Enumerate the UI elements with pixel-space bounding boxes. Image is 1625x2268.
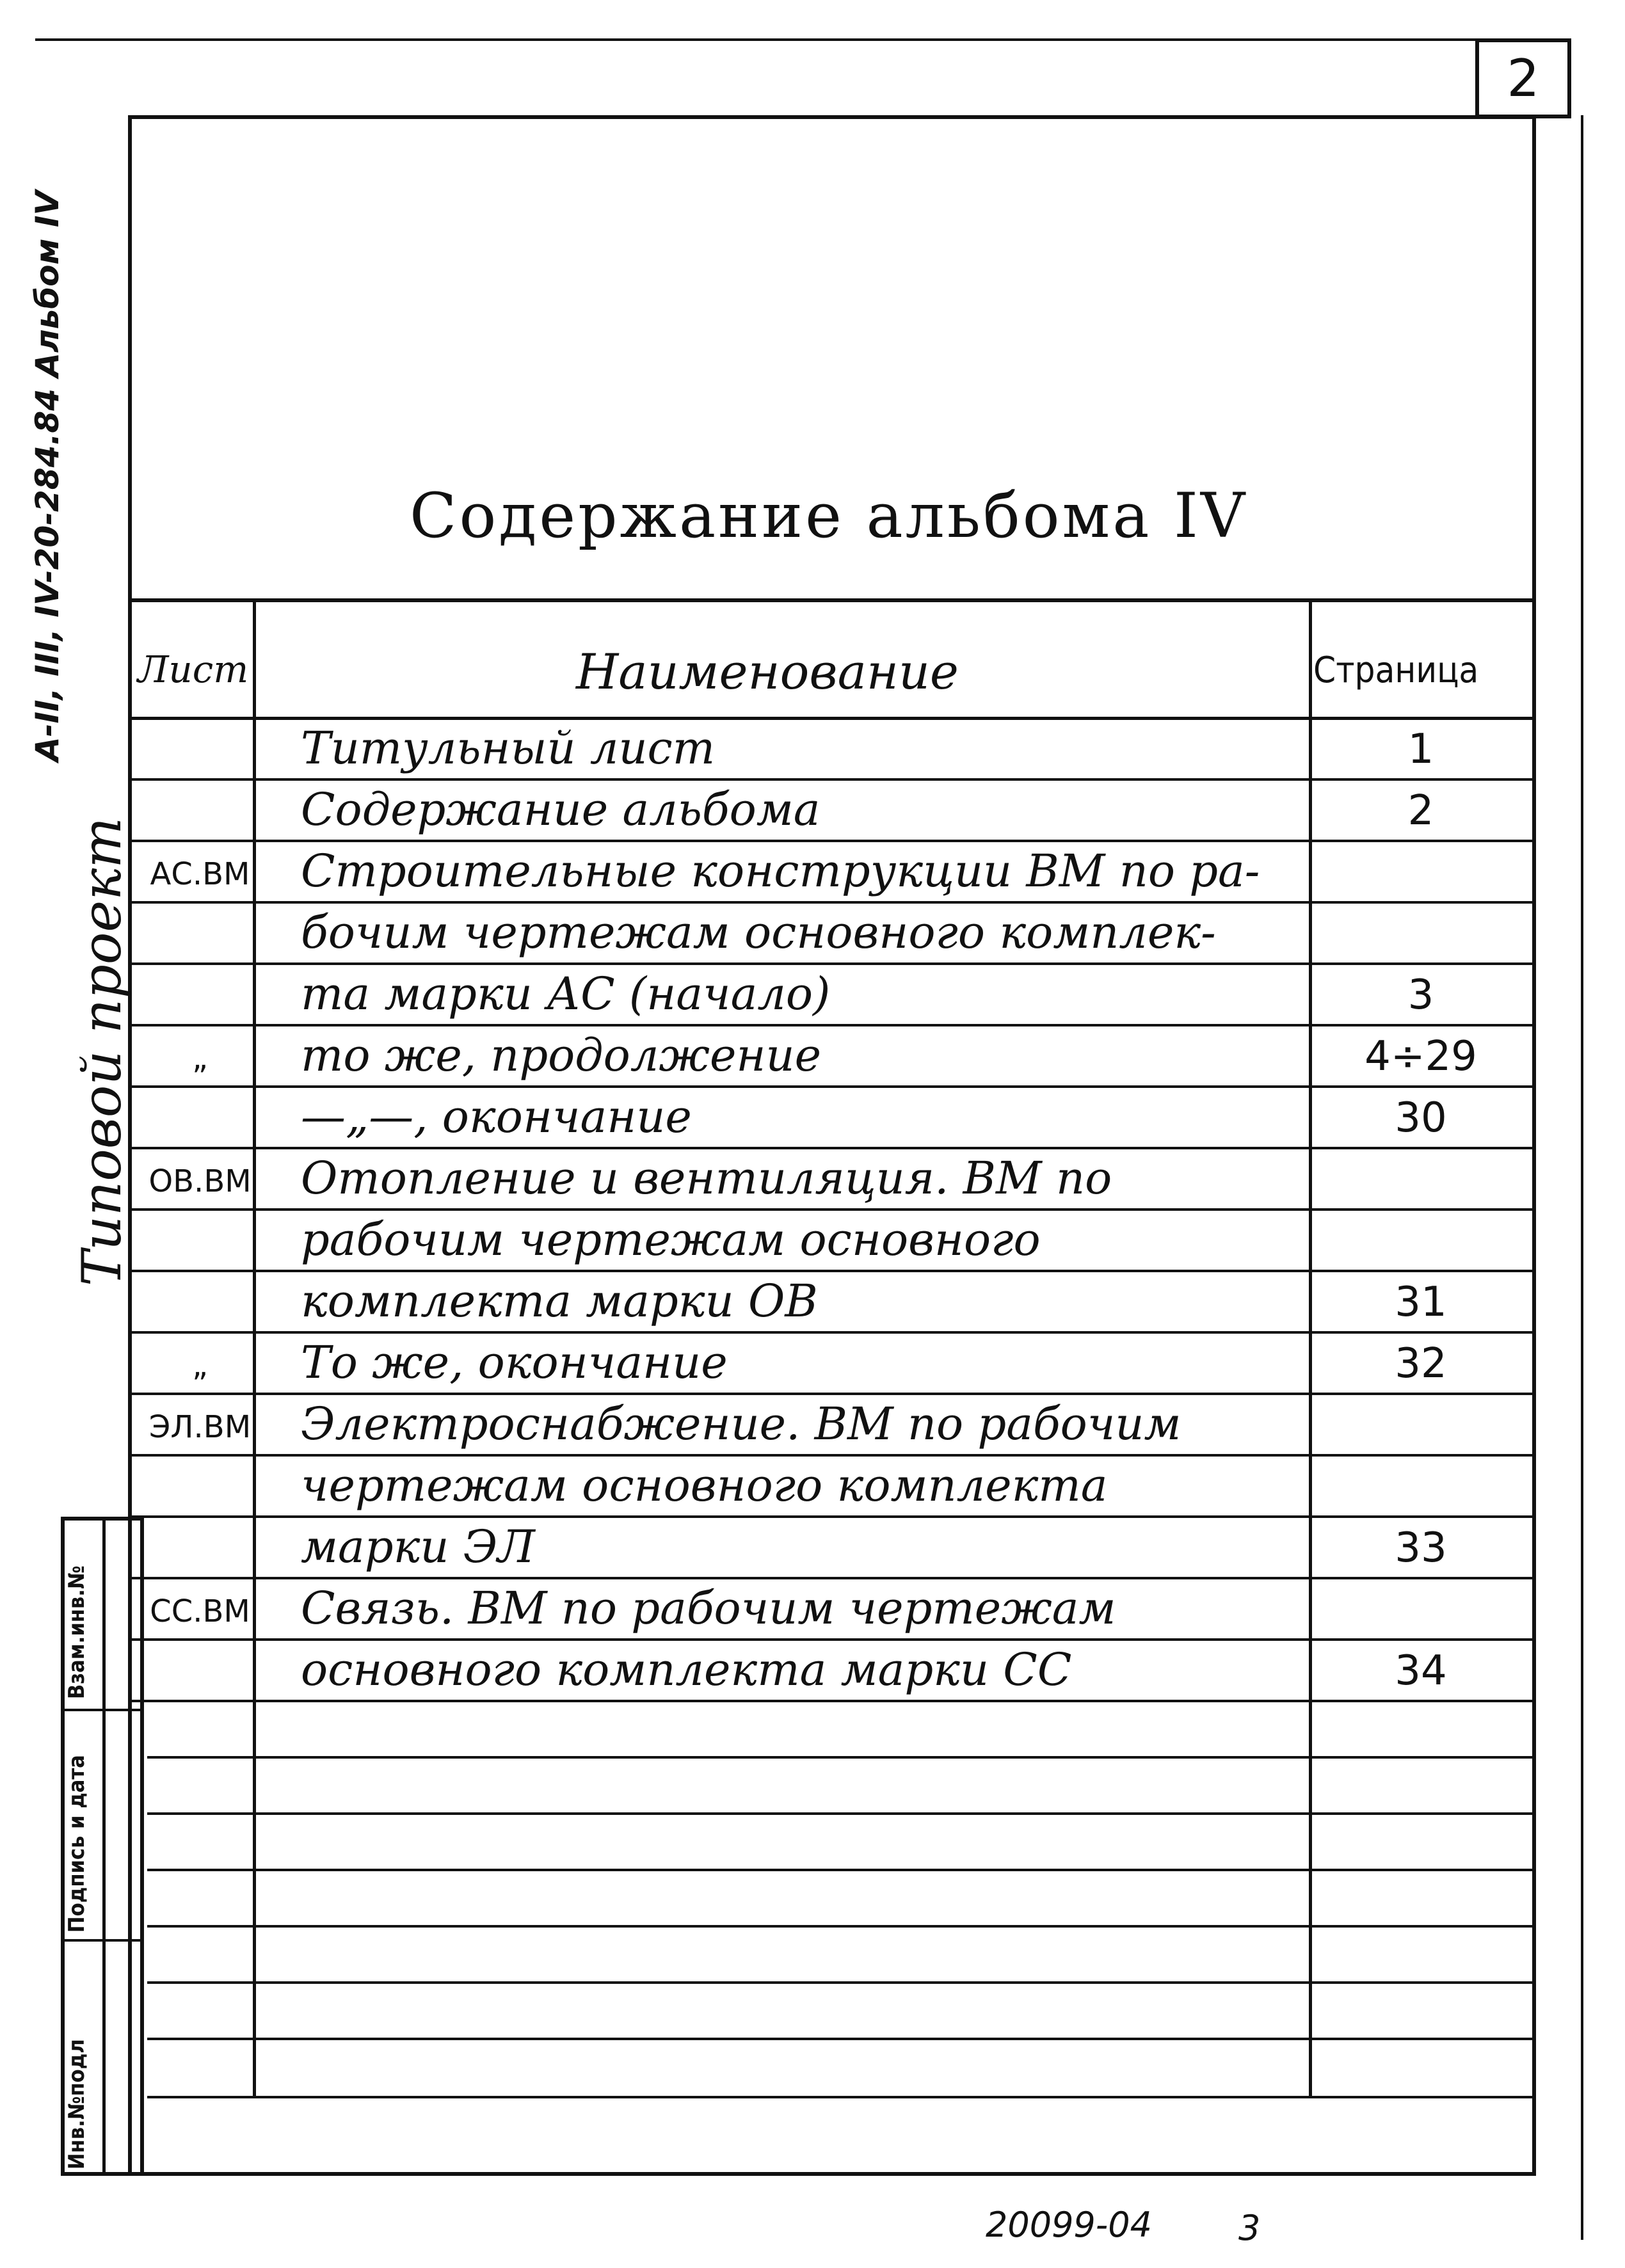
table-row-line <box>128 1393 1536 1395</box>
footer-sheet: 3 <box>1238 2208 1261 2248</box>
stamp-col-divider <box>102 1517 106 2176</box>
table-row-line <box>128 778 1536 781</box>
table-cell-page: 4÷29 <box>1365 1033 1477 1080</box>
stamp-inv-podl: Инв.№подл <box>64 2039 90 2169</box>
table-cell-page: 30 <box>1395 1094 1447 1142</box>
table-cell-name: бочим чертежам основного комплек- <box>301 906 1216 959</box>
table-row-line <box>128 1331 1536 1334</box>
table-cell-name: марки ЭЛ <box>301 1521 535 1573</box>
table-row-line <box>128 1515 1536 1518</box>
table-cell-name: Связь. ВМ по рабочим чертежам <box>301 1582 1116 1634</box>
table-cell-name: основного комплекта марки СС <box>301 1643 1072 1696</box>
table-cell-page: 2 <box>1407 787 1434 835</box>
table-cell-name: чертежам основного комплекта <box>301 1459 1108 1512</box>
table-row-line <box>128 1270 1536 1272</box>
table-cell-page: 31 <box>1395 1279 1447 1326</box>
side-project-label: Типовой проект <box>70 817 133 1286</box>
table-row-line <box>128 1700 1536 1702</box>
table-cell-name: Электроснабжение. ВМ по рабочим <box>301 1398 1181 1450</box>
top-border-line <box>35 38 1482 41</box>
table-cell-name: Отопление и вентиляция. ВМ по <box>301 1152 1112 1204</box>
table-cell-name: та марки АС (начало) <box>301 968 831 1020</box>
table-top-line <box>128 598 1536 602</box>
stamp-vzam-inv: Взам.инв.№ <box>64 1565 90 1699</box>
table-row-line <box>128 840 1536 842</box>
table-row-line <box>147 1981 1536 1984</box>
header-page: Страница <box>1313 650 1479 691</box>
table-cell-name: рабочим чертежам основного <box>301 1213 1041 1266</box>
table-row-line <box>128 1024 1536 1026</box>
table-cell-sheet: ОВ.ВМ <box>148 1163 252 1199</box>
col-divider-sheet <box>253 598 256 2096</box>
header-sheet: Лист <box>138 648 249 691</box>
table-cell-name: —„—, окончание <box>301 1090 692 1143</box>
table-cell-name: Содержание альбома <box>301 783 821 836</box>
sheet-frame <box>128 115 1536 2176</box>
table-bottom-line <box>147 2096 1536 2098</box>
table-row-line <box>128 1454 1536 1457</box>
header-name: Наименование <box>576 643 959 700</box>
table-header-line <box>128 717 1536 720</box>
right-margin-line <box>1581 115 1583 2240</box>
table-row-line <box>128 962 1536 965</box>
table-cell-page: 33 <box>1395 1524 1447 1572</box>
table-row-line <box>147 1756 1536 1759</box>
table-row-line <box>147 1925 1536 1928</box>
table-cell-name: Титульный лист <box>301 722 716 774</box>
side-code-label: А-II, III, IV-20-284.84 Альбом IV <box>29 190 66 762</box>
table-row-line <box>128 901 1536 904</box>
table-cell-sheet: СС.ВМ <box>150 1593 250 1629</box>
table-cell-page: 32 <box>1395 1340 1447 1387</box>
table-row-line <box>147 1812 1536 1815</box>
table-cell-name: То же, окончание <box>301 1336 728 1389</box>
table-cell-name: комплекта марки ОВ <box>301 1275 818 1327</box>
table-cell-page: 34 <box>1395 1647 1447 1695</box>
stamp-podpis-data: Подпись и дата <box>64 1755 90 1933</box>
table-row-line <box>128 1577 1536 1579</box>
table-row-line <box>128 1208 1536 1211</box>
footer-code: 20099-04 <box>986 2205 1152 2245</box>
table-cell-sheet: „ <box>192 1348 208 1384</box>
table-cell-sheet: „ <box>192 1041 208 1076</box>
table-cell-page: 3 <box>1407 971 1434 1019</box>
table-cell-sheet: АС.ВМ <box>150 856 250 892</box>
table-cell-page: 1 <box>1407 726 1434 773</box>
table-row-line <box>128 1147 1536 1149</box>
table-row-line <box>128 1085 1536 1088</box>
table-cell-name: то же, продолжение <box>301 1029 821 1082</box>
page-number: 2 <box>1507 49 1540 108</box>
table-cell-name: Строительные конструкции ВМ по ра- <box>301 845 1260 897</box>
album-title: Содержание альбома IV <box>410 480 1248 552</box>
page-number-box <box>1475 38 1571 118</box>
table-row-line <box>128 1638 1536 1641</box>
table-row-line <box>147 2038 1536 2040</box>
table-row-line <box>147 1869 1536 1871</box>
table-cell-sheet: ЭЛ.ВМ <box>148 1409 252 1445</box>
